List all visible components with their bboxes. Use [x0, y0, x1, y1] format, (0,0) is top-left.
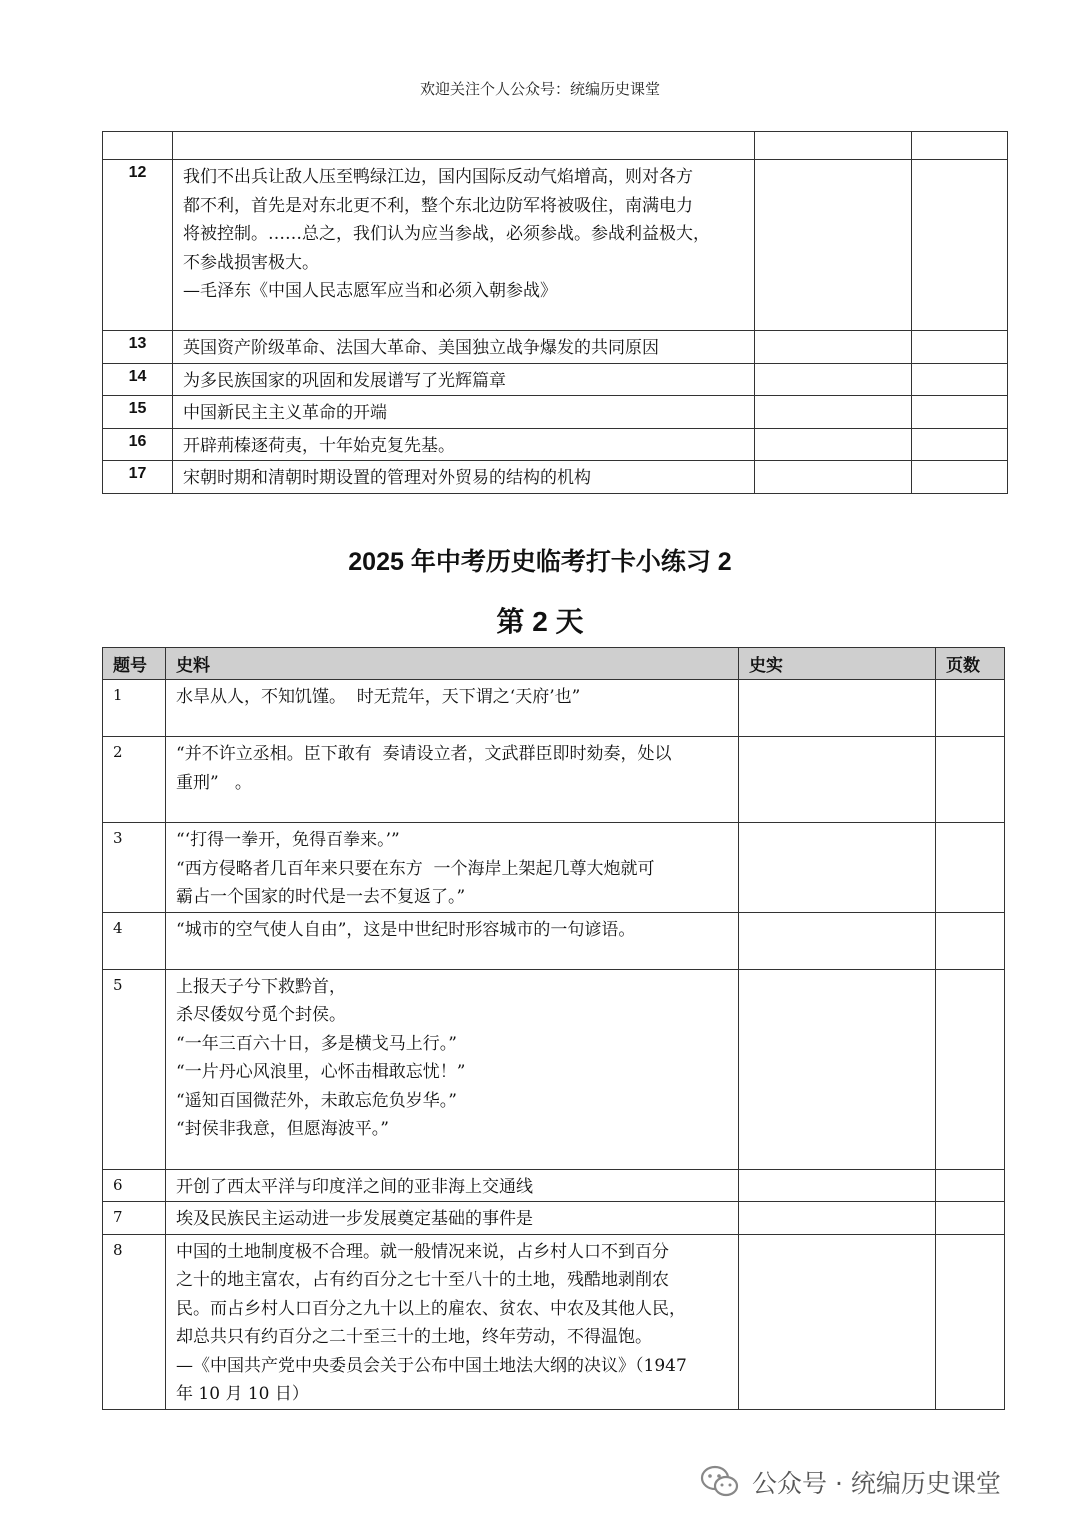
page-cell[interactable] — [912, 160, 1008, 331]
fact-cell[interactable] — [755, 363, 912, 396]
table-row — [103, 1202, 1005, 1235]
text-line: “遥知百国微茫外，未敢忘危负岁华。” — [176, 1090, 457, 1111]
text-line: 之十的地主富农，占有约百分之七十至八十的土地，残酷地剥削农 — [176, 1270, 669, 1290]
question-number — [103, 132, 173, 160]
table-row — [103, 160, 1008, 331]
fact-cell[interactable] — [739, 912, 936, 969]
text-line: “并不许立丞相。臣下敢有 奏请设立者，文武群臣即时劾奏，处以 — [176, 744, 672, 764]
question-number: 13 — [103, 331, 173, 364]
page-cell[interactable] — [936, 1202, 1005, 1235]
text-line: 不参战损害极大。 — [183, 252, 319, 273]
source-text — [166, 1169, 739, 1202]
text-line: —《中国共产党中央委员会关于公布中国土地法大纲的决议》（1947 — [176, 1355, 687, 1376]
question-number: 1 — [103, 680, 166, 737]
day-title: 第 2 天 — [496, 606, 584, 637]
page-header: 欢迎关注个人公众号：统编历史课堂 — [419, 80, 660, 98]
page-cell[interactable] — [912, 331, 1008, 364]
table-row — [103, 461, 1008, 494]
fact-cell[interactable] — [739, 969, 936, 1169]
source-text — [166, 1234, 739, 1409]
text-line: “一年三百六十日，多是横戈马上行。” — [176, 1033, 457, 1054]
text-line: “封侯非我意，但愿海波平。” — [176, 1119, 389, 1139]
source-text — [166, 912, 739, 969]
question-number: 12 — [103, 160, 173, 331]
table-row — [103, 823, 1005, 913]
source-text — [166, 1202, 739, 1235]
question-number: 5 — [103, 969, 166, 1169]
page-cell[interactable] — [912, 363, 1008, 396]
text-line: 开辟荊榛逐荷夷，十年始克复先基。 — [183, 435, 455, 456]
question-number: 8 — [103, 1234, 166, 1409]
source-text — [173, 331, 755, 364]
question-number: 16 — [103, 428, 173, 461]
fact-cell[interactable] — [739, 823, 936, 913]
text-line: “一片丹心风浪里，心怀击楫敢忘忧！” — [176, 1062, 466, 1082]
header-number: 题号 — [103, 648, 166, 680]
text-line: 我们不出兵让敌人压至鸭绿江边，国内国际反动气焰增高，则对各方 — [183, 167, 693, 187]
footer-text: 公众号 · 统编历史课堂 — [752, 1469, 1001, 1498]
question-number: 4 — [103, 912, 166, 969]
fact-cell[interactable] — [739, 1202, 936, 1235]
text-line: 埃及民族民主运动进一步发展奠定基础的事件是 — [176, 1209, 533, 1229]
text-line: 为多民族国家的巩固和发展谱写了光辉篇章 — [183, 370, 506, 391]
table-row — [103, 1234, 1005, 1409]
table-row — [103, 331, 1008, 364]
text-line: 重刑” 。 — [176, 772, 252, 793]
wechat-icon — [700, 1465, 740, 1499]
fact-cell[interactable] — [755, 461, 912, 494]
question-number: 17 — [103, 461, 173, 494]
page-cell[interactable] — [912, 428, 1008, 461]
source-text — [173, 461, 755, 494]
text-line: 上报天子兮下救黔首， — [176, 976, 346, 997]
text-line: 却总共只有约百分之二十至三十的土地，终年劳动，不得温饱。 — [176, 1327, 652, 1347]
source-text — [173, 363, 755, 396]
text-line: 英国资产阶级革命、法国大革命、美国独立战争爆发的共同原因 — [183, 338, 659, 358]
text-line: 中国新民主主义革命的开端 — [183, 403, 387, 423]
page-cell[interactable] — [912, 396, 1008, 429]
source-text — [166, 823, 739, 913]
page-cell[interactable] — [936, 1169, 1005, 1202]
table-row — [103, 1169, 1005, 1202]
table-header-row — [103, 648, 1005, 680]
question-number: 15 — [103, 396, 173, 429]
source-text — [166, 737, 739, 823]
question-number: 7 — [103, 1202, 166, 1235]
page-cell[interactable] — [936, 969, 1005, 1169]
day2-table — [102, 647, 1005, 1410]
footer-watermark — [700, 1460, 1060, 1504]
text-line: “西方侵略者几百年来只要在东方 一个海岸上架起几尊大炮就可 — [176, 858, 655, 879]
header-fact: 史实 — [739, 648, 936, 680]
fact-cell[interactable] — [755, 160, 912, 331]
text-line: “‘打得一拳开，免得百拳来。’” — [176, 830, 400, 850]
page-cell[interactable] — [936, 1234, 1005, 1409]
fact-cell[interactable] — [755, 428, 912, 461]
fact-cell[interactable] — [739, 1169, 936, 1202]
exercise-title: 2025 年中考历史临考打卡小练习 2 — [348, 548, 732, 576]
fact-cell[interactable] — [755, 396, 912, 429]
question-number: 6 — [103, 1169, 166, 1202]
fact-cell[interactable] — [739, 737, 936, 823]
question-number: 3 — [103, 823, 166, 913]
question-number: 14 — [103, 363, 173, 396]
continued-table — [102, 131, 1008, 494]
page-cell[interactable] — [912, 132, 1008, 160]
table-row — [103, 132, 1008, 160]
table-row — [103, 396, 1008, 429]
text-line: 杀尽倭奴兮觅个封侯。 — [176, 1005, 346, 1025]
source-text — [166, 969, 739, 1169]
table-row — [103, 969, 1005, 1169]
page-cell[interactable] — [936, 912, 1005, 969]
source-text — [173, 396, 755, 429]
source-text — [173, 132, 755, 160]
question-number: 2 — [103, 737, 166, 823]
text-line: 将被控制。……总之，我们认为应当参战，必须参战。参战利益极大， — [183, 224, 710, 244]
table-row — [103, 428, 1008, 461]
text-line: 霸占一个国家的时代是一去不复返了。” — [176, 887, 466, 907]
fact-cell[interactable] — [739, 680, 936, 737]
page-cell[interactable] — [912, 461, 1008, 494]
table-row — [103, 912, 1005, 969]
text-line: 都不利，首先是对东北更不利，整个东北边防军将被吸住，南满电力 — [183, 195, 693, 216]
table-row — [103, 680, 1005, 737]
source-text — [173, 428, 755, 461]
source-text — [173, 160, 755, 331]
fact-cell[interactable] — [739, 1234, 936, 1409]
text-line: 水旱从人，不知饥馑。 时无荒年，天下谓之‘天府’也” — [176, 687, 581, 707]
table-row — [103, 737, 1005, 823]
page-cell[interactable] — [936, 737, 1005, 823]
text-line: 民。而占乡村人口百分之九十以上的雇农、贫农、中农及其他人民， — [176, 1298, 686, 1319]
page-cell[interactable] — [936, 680, 1005, 737]
text-line: 宋朝时期和清朝时期设置的管理对外贸易的结构的机构 — [183, 468, 591, 488]
fact-cell[interactable] — [755, 331, 912, 364]
table-row — [103, 363, 1008, 396]
page-cell[interactable] — [936, 823, 1005, 913]
fact-cell[interactable] — [755, 132, 912, 160]
source-text — [166, 680, 739, 737]
text-line: 中国的土地制度极不合理。就一般情况来说，占乡村人口不到百分 — [176, 1241, 669, 1262]
header-source: 史料 — [166, 648, 739, 680]
text-line: 年 10 月 10 日） — [176, 1384, 309, 1404]
text-line: 开创了西太平洋与印度洋之间的亚非海上交通线 — [176, 1176, 533, 1197]
text-line: “城市的空气使人自由”，这是中世纪时形容城市的一句谚语。 — [176, 919, 636, 940]
text-line: —毛泽东《中国人民志愿军应当和必须入朝参战》 — [183, 281, 557, 301]
header-pages: 页数 — [936, 648, 1005, 680]
